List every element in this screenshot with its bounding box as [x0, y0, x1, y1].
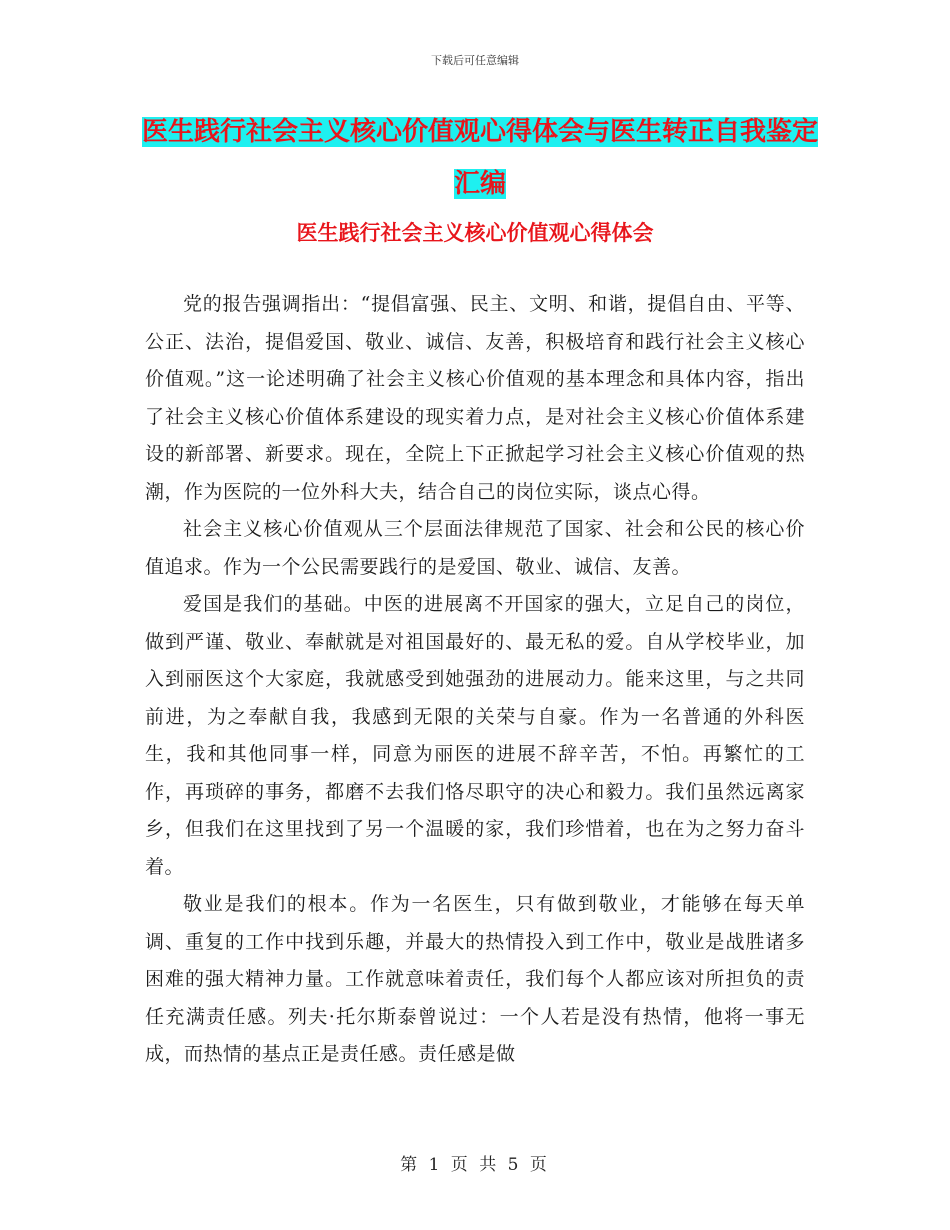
paragraph: 爱国是我们的基础。中医的进展离不开国家的强大，立足自己的岗位，做到严谨、敬业、奉献就是对祖国最好的、最无私的爱。自从学校毕业，加入到丽医这个大家庭，我就感受到她强劲的进展动力。能来这里，与之共同前进，为之奉献自我，我感到无限的关荣与自豪。作为一名普通的外科医生，我和其他同事一样，同意为丽医的进展不辞辛苦，不怕。再繁忙的工作，再琐碎的事务，都磨不去我们恪尽职守的决心和毅力。我们虽然远离家乡，但我们在这里找到了另一个温暖的家，我们珍惜着，也在为之努力奋斗着。 [145, 593, 805, 878]
section-title: 医生践行社会主义核心价值观心得体会 [296, 221, 654, 245]
document-body [145, 286, 805, 1074]
paragraph: 社会主义核心价值观从三个层面法律规范了国家、社会和公民的核心价值追求。作为一个公民需要践行的是爱国、敬业、诚信、友善。 [145, 518, 805, 578]
header-note: 下载后可任意编辑 [431, 54, 519, 67]
page-footer: 第 1 页 共 5 页 [400, 1155, 550, 1175]
document-title [140, 106, 820, 210]
paragraph: 党的报告强调指出：“提倡富强、民主、文明、和谐，提倡自由、平等、公正、法治，提倡爱国、敬业、诚信、友善，积极培育和践行社会主义核心价值观。”这一论述明确了社会主义核心价值观的基本理念和具体内容，指出了社会主义核心价值体系建设的现实着力点，是对社会主义核心价值体系建设的新部署、新要求。现在，全院上下正掀起学习社会主义核心价值观的热潮，作为医院的一位外科大夫，结合自己的岗位实际，谈点心得。 [145, 293, 805, 503]
document-title-text: 医生践行社会主义核心价值观心得体会与医生转正自我鉴定汇编 [141, 117, 818, 199]
paragraph: 敬业是我们的根本。作为一名医生，只有做到敬业，才能够在每天单调、重复的工作中找到乐趣，并最大的热情投入到工作中，敬业是战胜诸多困难的强大精神力量。工作就意味着责任，我们每个人都应该对所担负的责任充满责任感。列夫·托尔斯泰曾说过：一个人若是没有热情，他将一事无成，而热情的基点正是责任感。责任感是做 [145, 893, 805, 1065]
